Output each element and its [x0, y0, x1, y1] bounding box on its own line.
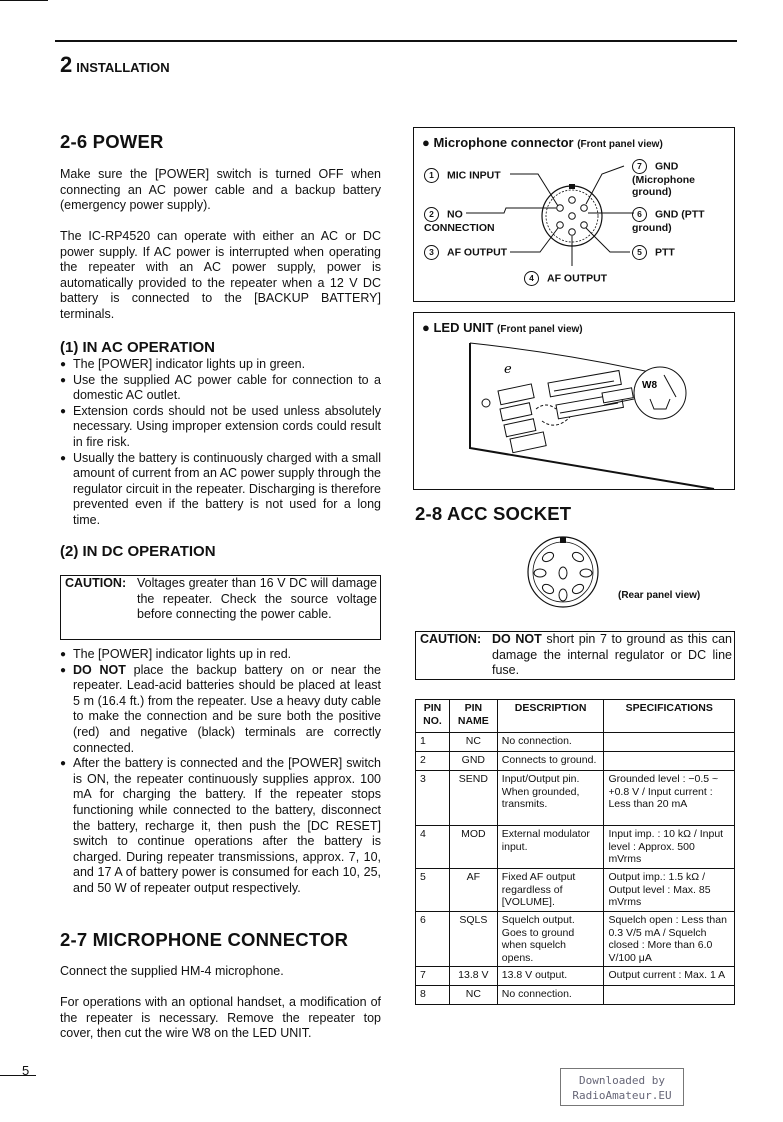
cell-pin-no: 6 — [416, 912, 450, 967]
col-pin-no: PIN NO. — [416, 700, 450, 733]
table-row — [416, 826, 735, 869]
mic-box-title-text: Microphone connector — [433, 135, 574, 150]
cell-description: No connection. — [497, 986, 604, 1005]
cell-specification: Squelch open : Less than 0.3 V/5 mA / Squelch closed : More than 6.0 V/100 μA — [604, 912, 735, 967]
do-not-emphasis: DO NOT — [73, 662, 126, 677]
cell-description: Connects to ground. — [497, 752, 604, 771]
caution-label: CAUTION: — [65, 576, 127, 590]
top-left-rule — [0, 0, 48, 1]
cell-pin-name: AF — [449, 869, 497, 912]
mic-section-title: 2-7 MICROPHONE CONNECTOR — [60, 929, 349, 950]
led-unit-box — [413, 312, 735, 490]
table-row — [416, 752, 735, 771]
cell-description: External modulator input. — [497, 826, 604, 869]
cell-pin-name: MOD — [449, 826, 497, 869]
cell-description: No connection. — [497, 733, 604, 752]
table-row — [416, 733, 735, 752]
cell-pin-name: SEND — [449, 771, 497, 826]
cell-pin-no: 7 — [416, 967, 450, 986]
acc-socket-diagram — [518, 535, 610, 609]
cell-specification — [604, 986, 735, 1005]
caution-text: Voltages greater than 16 V DC will damage the repeater. Check the source voltage before connecting the power cable. — [137, 576, 377, 622]
page-number-rule — [0, 1075, 36, 1076]
acc-caution-rest: short pin 7 to ground as this can damage the internal regulator or DC line fuse. — [492, 632, 732, 678]
led-box-subtitle: (Front panel view) — [497, 324, 583, 335]
power-para-1: Make sure the [POWER] switch is turned OFF when connecting an AC power cable and a backup battery (emergency power supply). — [60, 167, 381, 213]
cell-specification: Output imp.: 1.5 kΩ / Output level : Max. 85 mVrms — [604, 869, 735, 912]
col-specifications: SPECIFICATIONS — [604, 700, 735, 733]
watermark-line-2: RadioAmateur.EU — [572, 1089, 672, 1102]
mic-connector-box — [413, 127, 735, 302]
pin-1-label: 1 MIC INPUT — [424, 168, 501, 183]
list-item: ● Usually the battery is continuously charged with a small amount of current from an AC power supply through the regulator circuit in the repeater. Discharging is therefore prevented even if the battery is not used for a long time. — [60, 451, 381, 529]
pin-3-label: 3 AF OUTPUT — [424, 245, 507, 260]
acc-section-title: 2-8 ACC SOCKET — [415, 503, 572, 524]
list-item: ● The [POWER] indicator lights up in red. — [60, 647, 381, 663]
cell-specification: Input imp. : 10 kΩ / Input level : Approx. 500 mVrms — [604, 826, 735, 869]
cell-description: Squelch output. Goes to ground when squelch opens. — [497, 912, 604, 967]
list-item: ● The [POWER] indicator lights up in green. — [60, 357, 381, 373]
led-box-title-text: LED UNIT — [433, 320, 494, 335]
cell-description: Fixed AF output regardless of [VOLUME]. — [497, 869, 604, 912]
cell-specification: Output current : Max. 1 A — [604, 967, 735, 986]
list-item-text: place the backup battery on or near the repeater. Lead-acid batteries should be placed at least 5 m (16.4 ft.) from the repeater. Use a heavy duty cable to make the connection and be sure both the positive (red) and negative (black) terminals are correctly connected. — [73, 662, 382, 755]
w8-wire-label: W8 — [642, 380, 657, 391]
col-pin-name: PIN NAME — [449, 700, 497, 733]
cell-pin-name: NC — [449, 733, 497, 752]
cell-pin-name: NC — [449, 986, 497, 1005]
ac-operation-title: (1) IN AC OPERATION — [60, 339, 216, 356]
mic-box-title: ● Microphone connector (Front panel view) — [422, 135, 663, 150]
mic-box-subtitle: (Front panel view) — [577, 139, 663, 150]
pin-6-label: 6 GND (PTT ground) — [632, 208, 705, 234]
acc-caution-label: CAUTION: — [420, 632, 482, 646]
cell-pin-no: 4 — [416, 826, 450, 869]
cell-pin-name: 13.8 V — [449, 967, 497, 986]
acc-view-label: (Rear panel view) — [618, 590, 701, 601]
dc-operation-title: (2) IN DC OPERATION — [60, 543, 216, 560]
cell-pin-no: 3 — [416, 771, 450, 826]
list-item: ● Use the supplied AC power cable for connection to a domestic AC outlet. — [60, 373, 381, 404]
cell-pin-no: 1 — [416, 733, 450, 752]
pin-2-label: 2 NO CONNECTION — [424, 208, 495, 234]
cell-description: Input/Output pin. When grounded, transmits. — [497, 771, 604, 826]
cell-pin-no: 8 — [416, 986, 450, 1005]
acc-caution-emphasis: DO NOT — [492, 632, 542, 646]
list-item: ● After the battery is connected and the [POWER] switch is ON, the repeater continuously supplies approx. 100 mA for charging the battery. If the repeater stops functioning while connected to the battery, disconnect the battery, recharge it, then push the [DC RESET] switch to continue operations after the battery is charged. During repeater transmissions, approx. 7, 10, and 17 A of battery power is consumed for each 10, 25, and 50 W of repeater output respectively. — [60, 756, 381, 896]
led-box-title: ● LED UNIT (Front panel view) — [422, 320, 583, 335]
cell-specification: Grounded level : −0.5 ~ +0.8 V / Input current : Less than 20 mA — [604, 771, 735, 826]
cell-pin-name: GND — [449, 752, 497, 771]
chapter-header — [60, 52, 170, 78]
pin-4-label: 4 AF OUTPUT — [524, 271, 607, 286]
mic-para-1: Connect the supplied HM-4 microphone. — [60, 964, 284, 978]
list-item — [60, 663, 381, 757]
col-description: DESCRIPTION — [497, 700, 604, 733]
cell-specification — [604, 733, 735, 752]
cell-pin-no: 2 — [416, 752, 450, 771]
dc-bullet-list — [60, 647, 381, 897]
page-number: 5 — [22, 1063, 30, 1078]
power-title: 2-6 POWER — [60, 131, 164, 152]
table-row — [416, 967, 735, 986]
power-para-2: The IC-RP4520 can operate with either an AC or DC power supply. If AC power is interrupted when operating the repeater with an AC power supply, power is automatically provided to the repeater when a 12 V DC battery is connected to the [BACKUP BATTERY] terminals. — [60, 229, 381, 321]
chapter-number: 2 — [60, 52, 73, 77]
chapter-title: INSTALLATION — [76, 60, 170, 75]
pin-7-label: 7 GND (Microphone ground) — [632, 160, 695, 198]
acc-caution-box — [415, 631, 735, 680]
list-item: ● Extension cords should not be used unless absolutely necessary. Using improper extension cords could result in fire risk. — [60, 404, 381, 451]
table-row — [416, 912, 735, 967]
table-row — [416, 869, 735, 912]
mic-para-2: For operations with an optional handset, a modification of the repeater is necessary. Remove the repeater top cover, then cut the wire W8 on the LED UNIT. — [60, 995, 381, 1041]
acc-caution-text — [492, 632, 732, 679]
svg-text:e: e — [504, 362, 512, 377]
ac-bullet-list — [60, 357, 381, 529]
header-rule — [55, 40, 737, 42]
acc-pin-table — [415, 699, 735, 1005]
watermark-line-1: Downloaded by — [578, 1074, 666, 1087]
table-header-row — [416, 700, 735, 733]
led-unit-illustration — [414, 313, 734, 489]
cell-pin-no: 5 — [416, 869, 450, 912]
cell-specification — [604, 752, 735, 771]
cell-pin-name: SQLS — [449, 912, 497, 967]
table-row — [416, 771, 735, 826]
dc-caution-box — [60, 575, 381, 640]
download-watermark — [560, 1068, 684, 1106]
table-row — [416, 986, 735, 1005]
pin-5-label: 5 PTT — [632, 245, 675, 260]
cell-description: 13.8 V output. — [497, 967, 604, 986]
